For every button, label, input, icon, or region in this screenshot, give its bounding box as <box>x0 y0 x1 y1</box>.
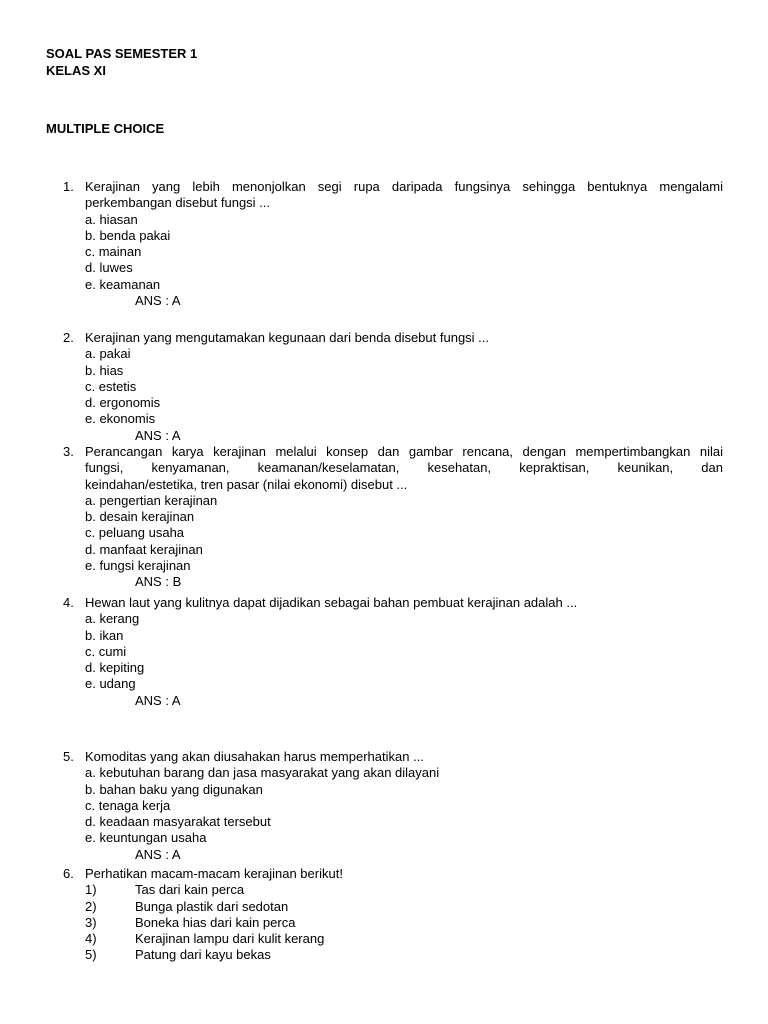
option-a: a. pakai <box>85 346 131 362</box>
document-title: SOAL PAS SEMESTER 1 <box>46 46 198 61</box>
option-d: d. kepiting <box>85 660 145 676</box>
question-5 <box>63 749 723 863</box>
question-number: 2. <box>63 330 74 345</box>
option-b: b. benda pakai <box>85 227 171 243</box>
item-text: Bunga plastik dari sedotan <box>135 898 289 914</box>
question-line: keindahan/estetika, tren pasar (nilai ekonomi) disebut ... <box>85 476 408 492</box>
question-line: Komoditas yang akan diusahakan harus memperhatikan ... <box>85 749 424 764</box>
option-a: a. kebutuhan barang dan jasa masyarakat yang akan dilayani <box>85 765 440 781</box>
options-list <box>85 212 723 293</box>
options-list <box>85 346 723 427</box>
question-number: 5. <box>63 749 74 764</box>
question-number: 3. <box>63 444 74 459</box>
options-list <box>85 611 723 692</box>
question-text <box>85 595 723 611</box>
item-text: Patung dari kayu bekas <box>135 947 271 963</box>
item-number: 1) <box>85 882 97 898</box>
option-a: a. kerang <box>85 611 140 627</box>
question-line: fungsi, kenyamanan, keamanan/keselamatan, kesehatan, kepraktisan, keunikan, dan <box>85 460 723 476</box>
list-item <box>85 882 723 898</box>
question-number: 6. <box>63 866 74 881</box>
question-text <box>85 330 723 346</box>
option-a: a. hiasan <box>85 211 138 227</box>
item-text: Kerajinan lampu dari kulit kerang <box>135 931 325 947</box>
options-list <box>85 493 723 574</box>
question-line: Kerajinan yang mengutamakan kegunaan dari benda disebut fungsi ... <box>85 330 490 345</box>
question-text <box>85 866 723 882</box>
question-line: Hewan laut yang kulitnya dapat dijadikan sebagai bahan pembuat kerajinan adalah ... <box>85 595 578 610</box>
option-e: e. fungsi kerajinan <box>85 558 191 574</box>
class-label: KELAS XI <box>46 63 106 78</box>
option-c: c. tenaga kerja <box>85 797 171 813</box>
numbered-items-list <box>85 882 723 963</box>
question-2 <box>63 330 723 444</box>
answer-key: ANS : A <box>135 692 181 708</box>
option-c: c. mainan <box>85 244 142 260</box>
option-a: a. pengertian kerajinan <box>85 492 218 508</box>
question-text <box>85 749 723 765</box>
option-c: c. cumi <box>85 643 127 659</box>
answer-key: ANS : B <box>135 574 182 590</box>
option-d: d. luwes <box>85 260 133 276</box>
list-item <box>85 899 723 915</box>
item-number: 5) <box>85 947 97 963</box>
list-item <box>85 915 723 931</box>
question-4 <box>63 595 723 709</box>
option-b: b. desain kerajinan <box>85 509 195 525</box>
list-item <box>85 947 723 963</box>
answer-key: ANS : A <box>135 427 181 443</box>
option-d: d. manfaat kerajinan <box>85 541 203 557</box>
option-e: e. keuntungan usaha <box>85 830 207 846</box>
question-text <box>85 444 723 493</box>
question-line: Kerajinan yang lebih menonjolkan segi rupa daripada fungsinya sehingga bentuknya mengalami <box>85 179 723 194</box>
question-line: perkembangan disebut fungsi ... <box>85 195 271 211</box>
option-c: c. peluang usaha <box>85 525 185 541</box>
item-number: 2) <box>85 898 97 914</box>
option-e: e. ekonomis <box>85 411 156 427</box>
list-item <box>85 931 723 947</box>
answer-key: ANS : A <box>135 293 181 309</box>
question-line: Perhatikan macam-macam kerajinan berikut! <box>85 866 343 881</box>
question-3 <box>63 444 723 591</box>
options-list <box>85 765 723 846</box>
option-b: b. hias <box>85 362 124 378</box>
question-number: 1. <box>63 179 74 194</box>
option-d: d. ergonomis <box>85 395 161 411</box>
item-text: Boneka hias dari kain perca <box>135 914 296 930</box>
question-6 <box>63 866 723 964</box>
item-number: 4) <box>85 931 97 947</box>
item-text: Tas dari kain perca <box>135 882 245 898</box>
option-c: c. estetis <box>85 378 137 394</box>
item-number: 3) <box>85 914 97 930</box>
option-b: b. ikan <box>85 627 124 643</box>
question-1 <box>63 179 723 309</box>
answer-key: ANS : A <box>135 846 181 862</box>
question-line: Perancangan karya kerajinan melalui konsep dan gambar rencana, dengan mempertimbangkan nilai <box>85 444 723 459</box>
question-number: 4. <box>63 595 74 610</box>
section-heading: MULTIPLE CHOICE <box>46 121 165 136</box>
question-text <box>85 179 723 212</box>
option-e: e. udang <box>85 676 136 692</box>
option-e: e. keamanan <box>85 276 161 292</box>
option-b: b. bahan baku yang digunakan <box>85 781 263 797</box>
option-d: d. keadaan masyarakat tersebut <box>85 814 271 830</box>
